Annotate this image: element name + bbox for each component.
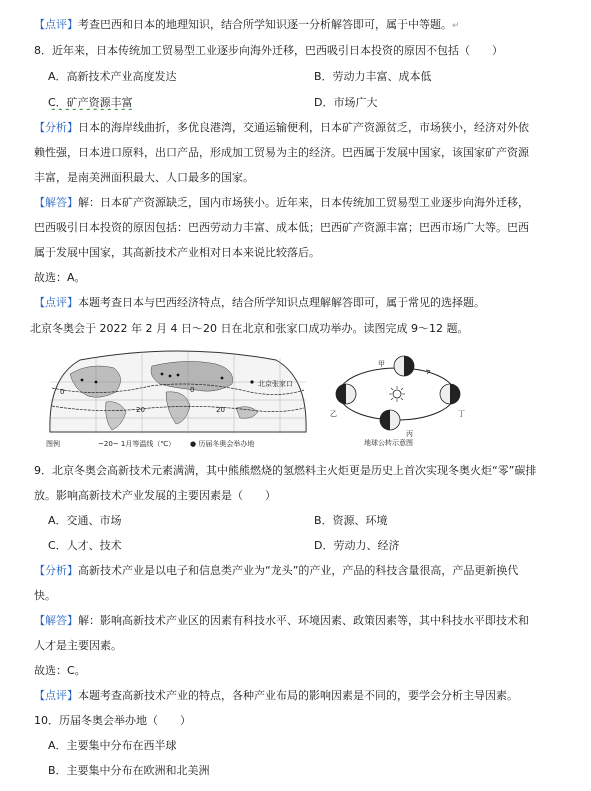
q8-analysis-3: 丰富，是南美洲面积最大、人口最多的国家。 (34, 171, 254, 184)
orbit-label-jia: 甲 (378, 360, 385, 368)
iso-label-0-left: 0 (60, 388, 65, 396)
legend-city: ● 历届冬奥会举办地 (190, 440, 255, 448)
q9-review: 【点评】本题考查高新技术产业的特点，各种产业布局的影响因素是不同的，要学会分析主导因素。 (34, 689, 518, 702)
q8-review: 【点评】本题考查日本与巴西经济特点，结合所学知识点理解解答即可，属于常见的选择题。 (34, 296, 485, 309)
passage-intro: 北京冬奥会于 2022 年 2 月 4 日～20 日在北京和张家口成功举办。读图完成 9～12 题。 (30, 322, 469, 335)
answer-tag: 【解答】 (34, 196, 78, 209)
review-tag: 【点评】 (34, 689, 78, 702)
legend-title: 图例 (46, 440, 60, 448)
q9-answer-2: 人才是主要因素。 (34, 639, 122, 652)
review-tag: 【点评】 (34, 296, 78, 309)
q10-option-b: B．主要集中分布在欧洲和北美洲 (48, 764, 210, 777)
world-map (40, 348, 316, 452)
orbit-label-bing: 丙 (406, 430, 413, 438)
q8-stem: 8．近年来，日本传统加工贸易型工业逐步向海外迁移，巴西吸引日本投资的原因不包括（ ） (34, 44, 503, 57)
q8-option-b: B．劳动力丰富、成本低 (314, 70, 432, 83)
legend-isotherm: ~20~ 1月等温线（℃） (98, 440, 176, 448)
earth-left (336, 384, 356, 404)
q8-options-ab (48, 70, 578, 84)
sun-icon (389, 386, 405, 402)
q9-stem-2: 放。影响高新技术产业发展的主要因素是（ ） (34, 489, 276, 502)
q10-stem: 10．历届冬奥会举办地（ ） (34, 714, 191, 727)
q8-analysis-2: 赖性强，日本进口原料，出口产品，形成加工贸易为主的经济。巴西属于发展中国家，该国家矿产资源 (34, 146, 529, 159)
orbit-diagram (322, 344, 472, 448)
world-map-figure (40, 348, 316, 452)
q8-option-d: D．市场广大 (314, 96, 378, 109)
q9-options-cd (48, 539, 578, 553)
q8-analysis-1: 【分析】日本的海岸线曲折，多优良港湾，交通运输便利，日本矿产资源贫乏，市场狭小，经济对外依 (34, 121, 529, 134)
q9-choice: 故选：C。 (34, 664, 86, 677)
q9-option-c: C．人才、技术 (48, 539, 122, 552)
orbit-caption: 地球公转示意图 (364, 439, 413, 447)
orbit-label-yi: 乙 (330, 410, 337, 418)
q9-option-a: A．交通、市场 (48, 514, 122, 527)
q9-options-ab (48, 514, 578, 528)
analysis-tag: 【分析】 (34, 564, 78, 577)
city-label-beijing: 北京张家口 (258, 380, 293, 388)
earth-top (394, 356, 414, 376)
orbit-label-ding: 丁 (458, 410, 465, 418)
q8-option-c: C．矿产资源丰富 (48, 96, 133, 109)
q9-stem-1: 9．北京冬奥会高新技术元素满满，其中熊熊燃烧的氢燃料主火炬更是历史上首次实现冬奥火炬“零”碳排 (34, 464, 537, 477)
review-q7: 【点评】考查巴西和日本的地理知识，结合所学知识逐一分析解答即可，属于中等题。↵ (34, 18, 460, 31)
iso-label-20-right: 20 (216, 406, 225, 414)
review-tag: 【点评】 (34, 18, 78, 31)
q10-option-a: A．主要集中分布在西半球 (48, 739, 177, 752)
iso-label-20-left: 20 (136, 406, 145, 414)
earth-bottom (380, 410, 400, 430)
analysis-tag: 【分析】 (34, 121, 78, 134)
iso-label-0-right: 0 (190, 386, 195, 394)
q8-options-cd (48, 96, 578, 110)
q9-option-d: D．劳动力、经济 (314, 539, 400, 552)
q8-answer-3: 属于发展中国家，其高新技术产业相对日本来说比较落后。 (34, 246, 320, 259)
q9-analysis-1: 【分析】高新技术产业是以电子和信息类产业为“龙头”的产业，产品的科技含量很高，产品更新换代 (34, 564, 519, 577)
q8-option-a: A．高新技术产业高度发达 (48, 70, 177, 83)
q9-option-b: B．资源、环境 (314, 514, 388, 527)
q9-answer-1: 【解答】解：影响高新技术产业区的因素有科技水平、环境因素、政策因素等，其中科技水平即技术和 (34, 614, 529, 627)
q8-answer-2: 巴西吸引日本投资的原因包括：巴西劳动力丰富、成本低；巴西矿产资源丰富；巴西市场广大等。巴西 (34, 221, 529, 234)
earth-right (440, 384, 460, 404)
q9-analysis-2: 快。 (34, 589, 56, 602)
q8-choice: 故选：A。 (34, 271, 86, 284)
q8-answer-1: 【解答】解：日本矿产资源缺乏，国内市场狭小。近年来，日本传统加工贸易型工业逐步向海外迁移， (34, 196, 529, 209)
answer-tag: 【解答】 (34, 614, 78, 627)
orbit-figure (322, 344, 472, 448)
